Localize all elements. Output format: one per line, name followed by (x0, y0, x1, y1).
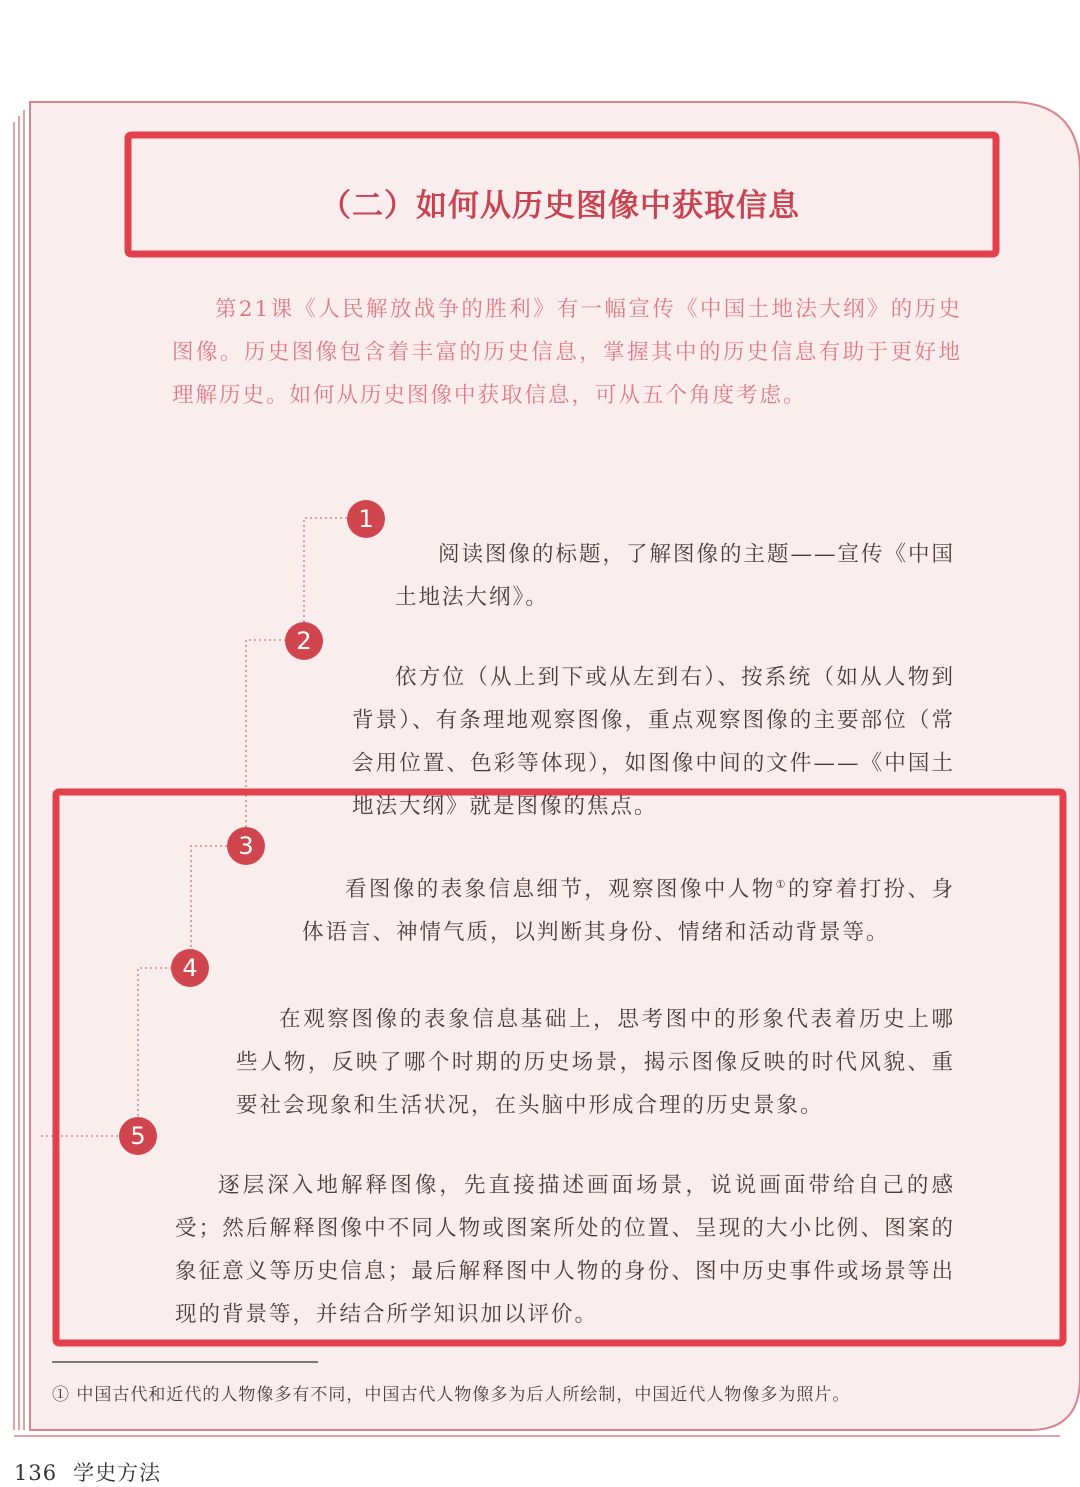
footnote: ① 中国古代和近代的人物像多有不同，中国古代人物像多为后人所绘制，中国近代人物像多为照片。 (52, 1385, 851, 1405)
section-title: （二）如何从历史图像中获取信息 (320, 188, 800, 224)
step-badge-5: 5 (119, 1117, 157, 1155)
step-badge-2: 2 (285, 622, 323, 660)
footnote-reference[interactable]: ① (775, 877, 788, 891)
page-number: 136 (14, 1461, 58, 1485)
step-text-3-part2: 的穿着打扮、身体语言、神情气质，以判断其身份、情绪和活动背景等。 (302, 877, 955, 945)
step-text-5: 逐层深入地解释图像，先直接描述画面场景，说说画面带给自己的感受；然后解释图像中不同人物或图案所处的位置、呈现的大小比例、图案的象征意义等历史信息；最后解释图中人物的身份、图中历史事件或场景等出现的背景等，并结合所学知识加以评价。 (175, 1173, 955, 1327)
page-footer (14, 1457, 177, 1487)
step-text-3 (302, 868, 955, 954)
step-badge-4: 4 (171, 949, 209, 987)
step-text-1: 阅读图像的标题，了解图像的主题——宣传《中国土地法大纲》。 (395, 542, 956, 610)
intro-paragraph: 第21课《人民解放战争的胜利》有一幅宣传《中国土地法大纲》的历史图像。历史图像包含着丰富的历史信息，掌握其中的历史信息有助于更好地理解历史。如何从历史图像中获取信息，可从五个角度考虑。 (172, 297, 962, 408)
step-badge-1: 1 (347, 500, 385, 538)
step-text-2: 依方位（从上到下或从左到右）、按系统（如从人物到背景）、有条理地观察图像，重点观察图像的主要部位（常会用位置、色彩等体现），如图像中间的文件——《中国土地法大纲》就是图像的焦点。 (352, 665, 955, 819)
footer-section: 学史方法 (73, 1461, 162, 1485)
step-text-3-part1: 看图像的表象信息细节，观察图像中人物 (345, 877, 776, 902)
step-text-4: 在观察图像的表象信息基础上，思考图中的形象代表着历史上哪些人物，反映了哪个时期的历史场景，揭示图像反映的时代风貌、重要社会现象和生活状况，在头脑中形成合理的历史景象。 (236, 1007, 955, 1118)
step-badge-3: 3 (227, 827, 265, 865)
